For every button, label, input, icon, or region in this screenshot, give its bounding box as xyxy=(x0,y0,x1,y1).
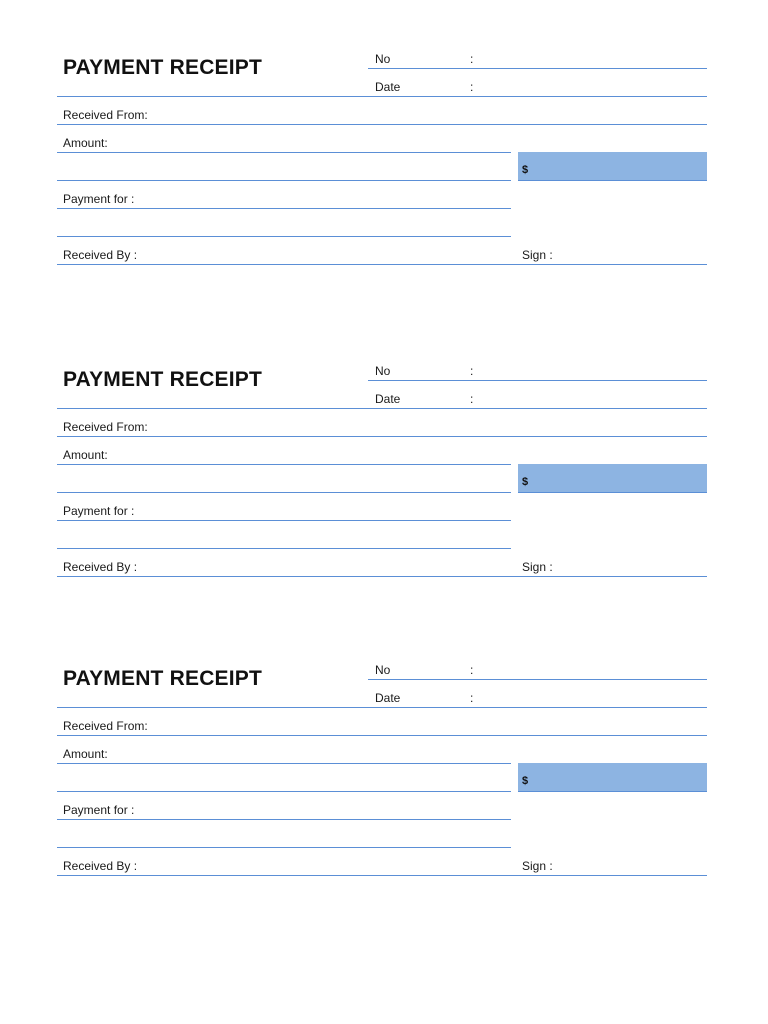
payment-receipt-2 xyxy=(0,364,768,604)
no-field[interactable] xyxy=(368,68,707,69)
dollar-sign: $ xyxy=(522,476,529,488)
payment-for-line-2[interactable] xyxy=(57,236,511,237)
date-field[interactable] xyxy=(57,707,707,708)
sign-label: Sign : xyxy=(522,859,553,873)
payment-for-label: Payment for : xyxy=(63,192,135,206)
received-by-sign-field[interactable] xyxy=(57,576,707,577)
dollar-sign: $ xyxy=(522,775,529,787)
date-field[interactable] xyxy=(57,96,707,97)
amount-line-1[interactable] xyxy=(57,464,511,465)
no-field[interactable] xyxy=(368,679,707,680)
dollar-sign: $ xyxy=(522,164,529,176)
no-field[interactable] xyxy=(368,380,707,381)
date-colon: : xyxy=(470,691,474,705)
received-by-sign-field[interactable] xyxy=(57,264,707,265)
amount-label: Amount: xyxy=(63,136,108,150)
amount-total-box[interactable] xyxy=(518,763,707,792)
received-by-label: Received By : xyxy=(63,248,138,262)
no-colon: : xyxy=(470,364,474,378)
received-from-field[interactable] xyxy=(57,124,707,125)
received-by-label: Received By : xyxy=(63,560,138,574)
payment-receipt-3 xyxy=(0,663,768,903)
received-by-label: Received By : xyxy=(63,859,138,873)
payment-for-label: Payment for : xyxy=(63,504,135,518)
payment-receipt-1 xyxy=(0,52,768,292)
sign-label: Sign : xyxy=(522,248,553,262)
amount-line-2[interactable] xyxy=(57,791,511,792)
payment-for-line-2[interactable] xyxy=(57,548,511,549)
amount-total-box[interactable] xyxy=(518,152,707,181)
date-colon: : xyxy=(470,80,474,94)
no-label: No xyxy=(375,364,391,378)
payment-for-label: Payment for : xyxy=(63,803,135,817)
receipt-title: PAYMENT RECEIPT xyxy=(63,368,263,391)
payment-for-line-1[interactable] xyxy=(57,208,511,209)
amount-line-2[interactable] xyxy=(57,180,511,181)
received-from-field[interactable] xyxy=(57,436,707,437)
payment-for-line-1[interactable] xyxy=(57,520,511,521)
amount-line-1[interactable] xyxy=(57,152,511,153)
no-colon: : xyxy=(470,52,474,66)
amount-label: Amount: xyxy=(63,448,108,462)
sign-label: Sign : xyxy=(522,560,553,574)
received-from-label: Received From: xyxy=(63,719,148,733)
no-label: No xyxy=(375,663,391,677)
amount-label: Amount: xyxy=(63,747,108,761)
date-label: Date xyxy=(375,80,401,94)
received-from-label: Received From: xyxy=(63,420,148,434)
no-colon: : xyxy=(470,663,474,677)
amount-line-2[interactable] xyxy=(57,492,511,493)
date-colon: : xyxy=(470,392,474,406)
date-label: Date xyxy=(375,691,401,705)
no-label: No xyxy=(375,52,391,66)
payment-for-line-2[interactable] xyxy=(57,847,511,848)
amount-line-1[interactable] xyxy=(57,763,511,764)
date-label: Date xyxy=(375,392,401,406)
receipt-title: PAYMENT RECEIPT xyxy=(63,667,263,690)
received-from-field[interactable] xyxy=(57,735,707,736)
received-from-label: Received From: xyxy=(63,108,148,122)
receipt-title: PAYMENT RECEIPT xyxy=(63,56,263,79)
payment-for-line-1[interactable] xyxy=(57,819,511,820)
date-field[interactable] xyxy=(57,408,707,409)
received-by-sign-field[interactable] xyxy=(57,875,707,876)
amount-total-box[interactable] xyxy=(518,464,707,493)
